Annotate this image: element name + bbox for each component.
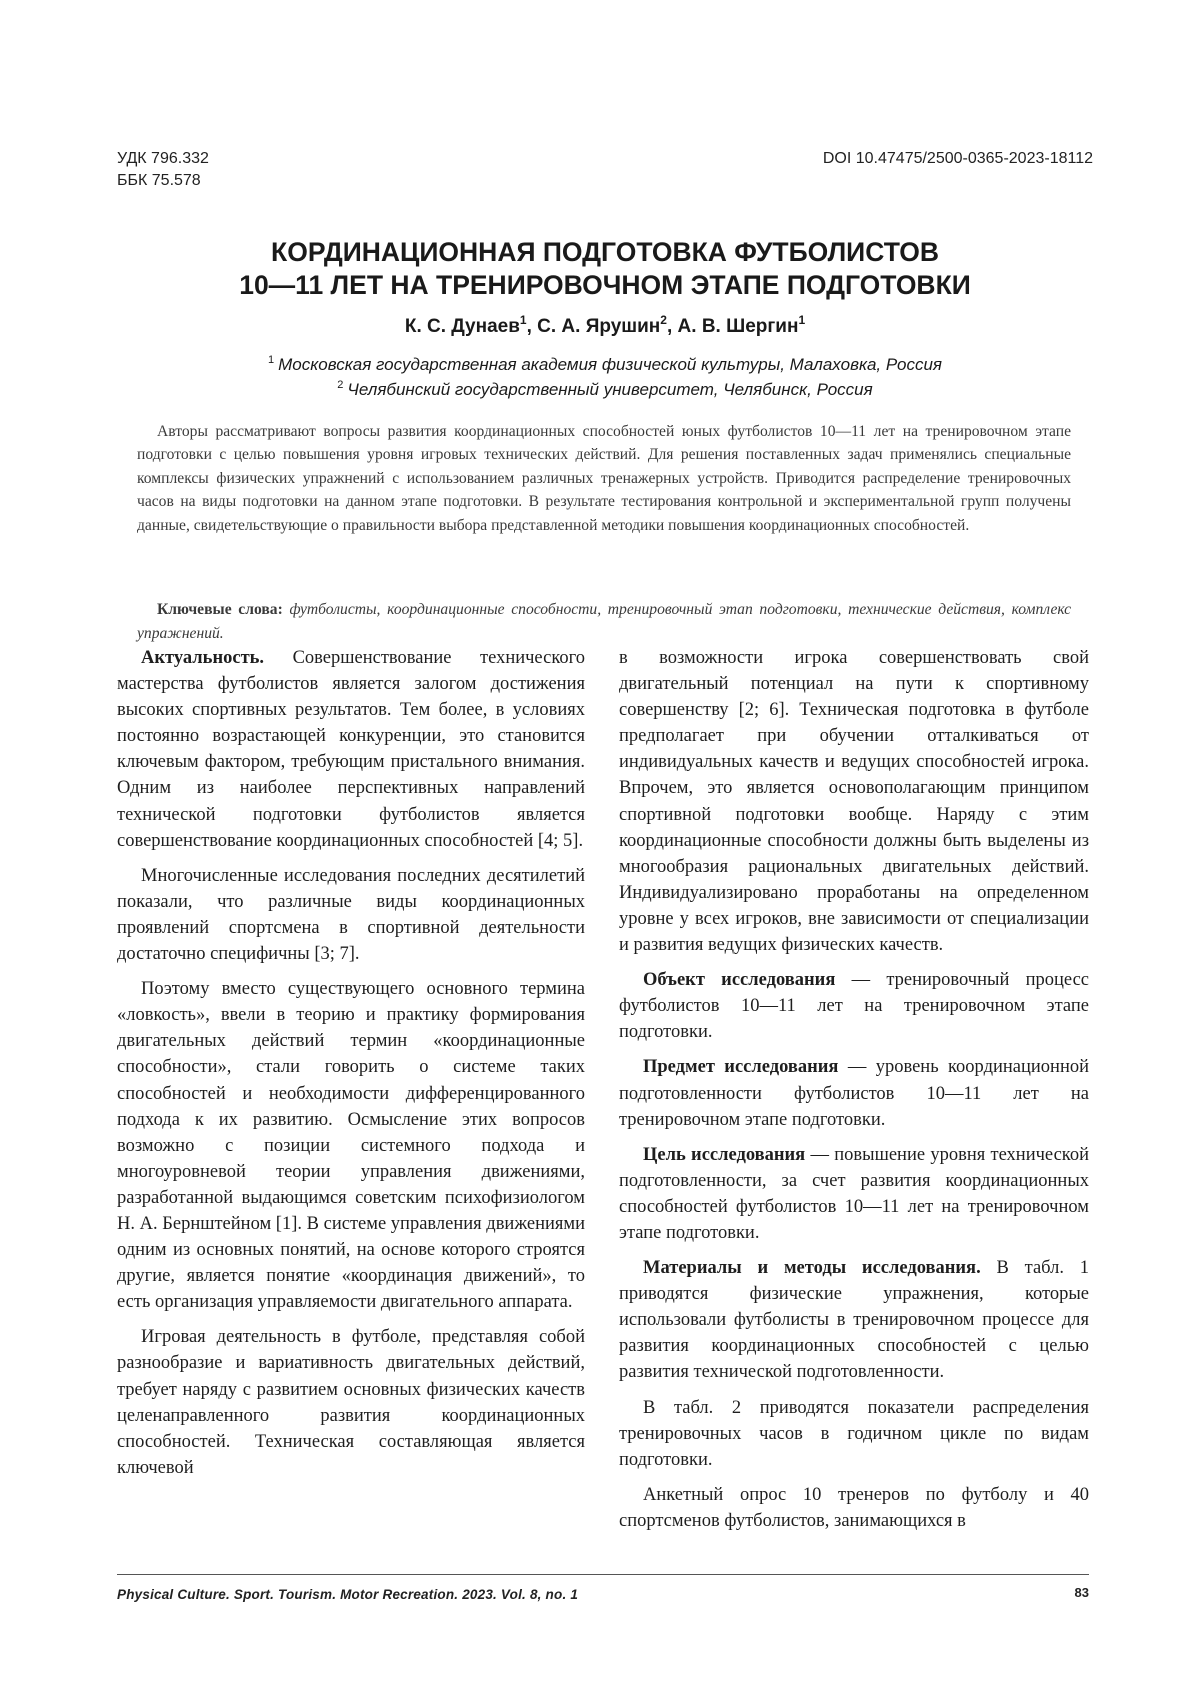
- methods-text: В табл. 1 приводятся физические упражнения, которые использовали футболисты в тренировочном процессе для развития координационных способностей с целью развития технической подготовленности.: [619, 1258, 1090, 1383]
- author-name: А. В. Шергин: [677, 316, 799, 337]
- article-title: [117, 236, 1093, 302]
- paragraph-subject: [619, 1054, 1089, 1132]
- author-affiliation-mark: 1: [519, 313, 527, 327]
- affiliations: [117, 352, 1093, 402]
- goal-text: — повышение уровня технической подготовленности, за счет развития координационных способностей футболистов 10—11 лет на тренировочном этапе подготовки.: [619, 1144, 1089, 1243]
- paragraph: Игровая деятельность в футболе, представляя собой разнообразие и вариативность двигательных действий, требует наряду с развитием основных физических качеств целенаправленного развития координационных способностей. Техническая составляющая является ключевой: [117, 1327, 585, 1478]
- classification-codes: [117, 148, 209, 192]
- paragraph: Многочисленные исследования последних десятилетий показали, что различные виды координационных проявлений спортсмена в спортивной деятельности достаточно специфичны [3; 7].: [117, 865, 585, 965]
- body-column-right: [619, 645, 1089, 1543]
- affiliation-2: [117, 377, 1093, 402]
- paragraph: В табл. 2 приводятся показатели распределения тренировочных часов в годичном цикле по видам подготовки.: [619, 1397, 1089, 1470]
- paragraph-object: [619, 967, 1089, 1045]
- subject-text: — уровень координационной подготовленности футболистов 10—11 лет на тренировочном этапе подготовки.: [619, 1057, 1089, 1130]
- subject-label: Предмет исследования: [643, 1057, 839, 1078]
- paragraph-methods: [619, 1255, 1089, 1385]
- bbk-code: ББК 75.578: [117, 172, 201, 189]
- author-name: К. С. Дунаев: [404, 316, 520, 337]
- keywords-text: футболисты, координационные способности, тренировочный этап подготовки, технические действия, комплекс упражнений.: [137, 601, 1071, 642]
- relevance-text: Совершенствование технического мастерства футболистов является залогом достижения высоких спортивных результатов. Тем более, в условиях постоянно возрастающей конкуренции, это становится ключевым фактором, требующим пристального внимания. Одним из наиболее перспективных направлений технической подготовки футболистов является совершенствование координационных способностей [4; 5].: [117, 648, 585, 851]
- author-list: К. С. Дунаев$^1$, С. А. Ярушин$^2$, А. В. Шергин$^1$: [404, 313, 806, 337]
- relevance-label: Актуальность.: [141, 648, 265, 668]
- footer-divider: [117, 1574, 1089, 1575]
- affiliation-number: 1: [267, 354, 275, 366]
- paragraph-relevance: [117, 645, 585, 854]
- body-column-left: [117, 645, 585, 1490]
- keywords-label: Ключевые слова:: [157, 601, 283, 618]
- title-line-1: КОРДИНАЦИОННАЯ ПОДГОТОВКА ФУТБОЛИСТОВ: [271, 237, 939, 267]
- methods-label: Материалы и методы исследования.: [643, 1258, 981, 1279]
- goal-label: Цель исследования: [643, 1144, 806, 1165]
- paragraph-goal: [619, 1142, 1089, 1246]
- paragraph: Анкетный опрос 10 тренеров по футболу и 40 спортсменов футболистов, занимающихся в: [619, 1484, 1089, 1531]
- keywords: [137, 598, 1071, 646]
- paragraph: Поэтому вместо существующего основного термина «ловкость», ввели в теорию и практику формирования двигательных действий термин «координационные способности», стали говорить о системе таких способностей и необходимости дифференцированного подхода к их развитию. Осмысление этих вопросов возможно с позиции системного подхода и многоуровневой теории управления движениями, разработанной выдающимся советским психофизиологом Н. А. Бернштейном [1]. В системе управления движениями одним из основных понятий, на основе которого строятся другие, является понятие «координация движений», то есть организация управляемости двигательного аппарата.: [117, 979, 585, 1313]
- affiliation-text: Московская государственная академия физической культуры, Малаховка, Россия: [278, 355, 943, 374]
- affiliation-1: [117, 352, 1093, 377]
- journal-footer: Physical Culture. Sport. Tourism. Motor Recreation. 2023. Vol. 8, no. 1: [117, 1587, 579, 1602]
- page-number: 83: [1074, 1585, 1089, 1600]
- object-text: — тренировочный процесс футболистов 10—11 лет на тренировочном этапе подготовки.: [619, 970, 1089, 1043]
- title-line-2: 10—11 ЛЕТ НА ТРЕНИРОВОЧНОМ ЭТАПЕ ПОДГОТОВКИ: [239, 270, 971, 300]
- doi[interactable]: DOI 10.47475/2500-0365-2023-18112: [822, 150, 1093, 167]
- author-name: С. А. Ярушин: [537, 316, 661, 337]
- object-label: Объект исследования: [643, 970, 836, 991]
- author-affiliation-mark: 2: [660, 313, 667, 327]
- abstract: Авторы рассматривают вопросы развития координационных способностей юных футболистов 10—11 лет на тренировочном этапе подготовки с целью повышения уровня игровых технических действий. Для решения поставленных задач применялись специальные комплексы физических упражнений с использованием различных тренажерных устройств. Приводится распределение тренировочных часов на виды подготовки на данном этапе подготовки. В результате тестирования контрольной и экспериментальной групп получены данные, свидетельствующие о правильности выбора представленной методики повышения координационных способностей.: [137, 423, 1071, 534]
- affiliation-text: Челябинский государственный университет, Челябинск, Россия: [347, 380, 873, 399]
- udk-code: УДК 796.332: [117, 150, 209, 167]
- author-affiliation-mark: 1: [798, 313, 806, 327]
- paragraph-continued: в возможности игрока совершенствовать свой двигательный потенциал на пути к спортивному совершенству [2; 6]. Техническая подготовка в футболе предполагает при обучении отталкиваться от индивидуальных качеств и ведущих способностей игрока. Впрочем, это является основополагающим принципом спортивной подготовки вообще. Наряду с этим координационные способности должны быть выделены из многообразия рациональных двигательных действий. Индивидуализировано проработаны на определенном уровне у всех игроков, вне зависимости от специализации и развития ведущих физических качеств.: [619, 648, 1089, 956]
- affiliation-number: 2: [337, 379, 344, 391]
